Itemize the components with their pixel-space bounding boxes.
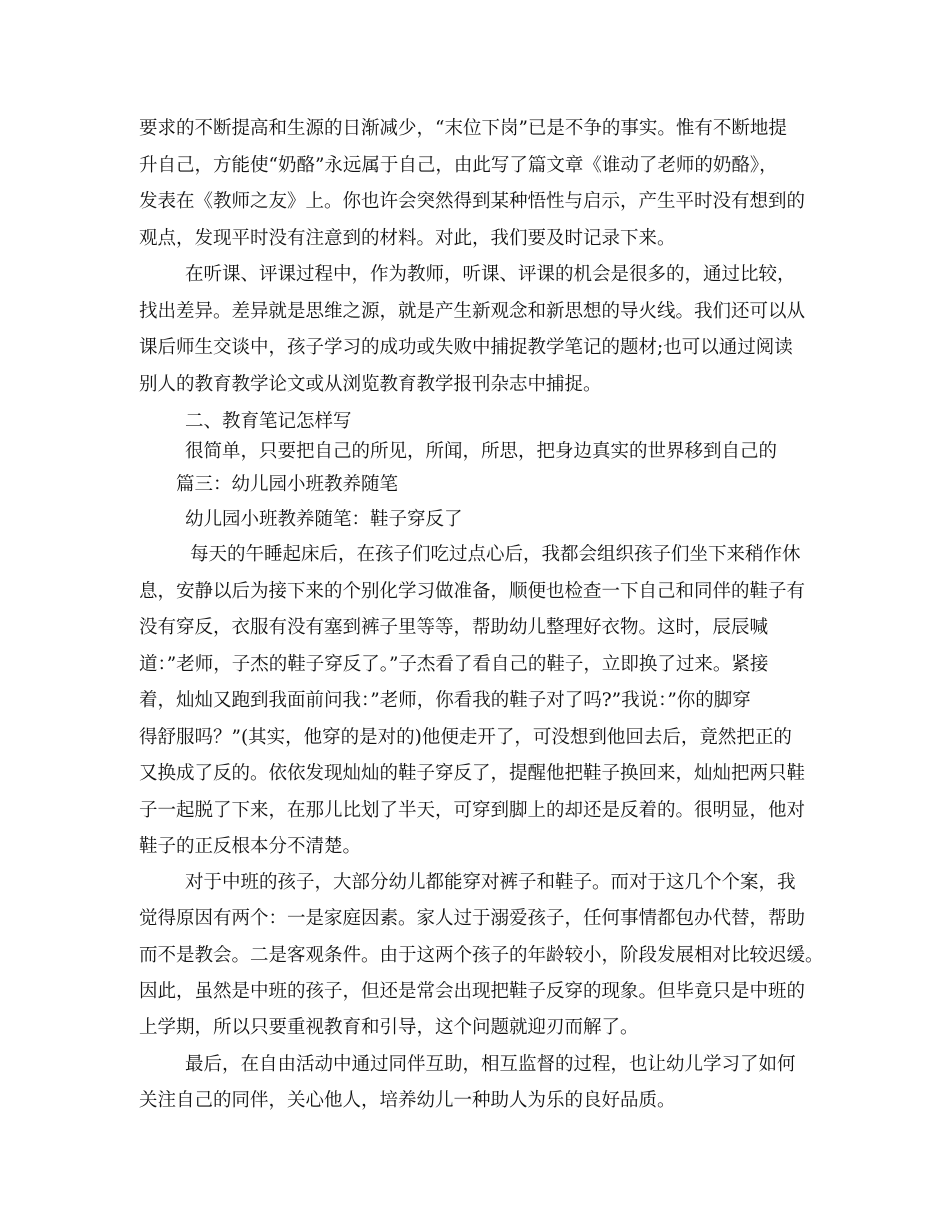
text-line: 着，灿灿又跑到我面前问我：”老师，你看我的鞋子对了吗?”我说：”你的脚穿 bbox=[139, 690, 751, 711]
text-line: 没有穿反，衣服有没有塞到裤子里等等，帮助幼儿整理好衣物。这时，辰辰喊 bbox=[139, 617, 769, 638]
text-line: 升自己，方能使“奶酪”永远属于自己，由此写了篇文章《谁动了老师的奶酪》， bbox=[139, 155, 778, 176]
text-line: 息，安静以后为接下来的个别化学习做准备，顺便也检查一下自己和同伴的鞋子有 bbox=[139, 581, 806, 602]
text-line: 课后师生交谈中，孩子学习的成功或失败中捕捉教学笔记的题材;也可以通过阅读 bbox=[139, 337, 793, 358]
section-heading: 篇三：幼儿园小班教养随笔 bbox=[176, 474, 399, 495]
text-line: 子一起脱了下来，在那儿比划了半天，可穿到脚上的却还是反着的。很明显，他对 bbox=[139, 800, 806, 821]
text-line: 找出差异。差异就是思维之源，就是产生新观念和新思想的导火线。我们还可以从 bbox=[139, 301, 806, 322]
text-line: 发表在《教师之友》上。你也许会突然得到某种悟性与启示，产生平时没有想到的 bbox=[139, 191, 806, 212]
text-line: 别人的教育教学论文或从浏览教育教学报刊杂志中捕捉。 bbox=[139, 374, 602, 395]
text-line: 因此，虽然是中班的孩子，但还是常会出现把鞋子反穿的现象。但毕竟只是中班的 bbox=[139, 981, 806, 1002]
text-line: 鞋子的正反根本分不清楚。 bbox=[139, 836, 362, 857]
text-line: 每天的午睡起床后，在孩子们吃过点心后，我都会组织孩子们坐下来稍作休 bbox=[190, 544, 801, 565]
text-line: 道：”老师，子杰的鞋子穿反了。”子杰看了看自己的鞋子，立即换了过来。紧接 bbox=[139, 654, 769, 675]
subheading: 幼儿园小班教养随笔：鞋子穿反了 bbox=[185, 509, 463, 530]
text-line: 关注自己的同伴，关心他人，培养幼儿一种助人为乐的良好品质。 bbox=[139, 1090, 676, 1111]
text-line: 得舒服吗？”(其实，他穿的是对的)他便走开了，可没想到他回去后，竟然把正的 bbox=[139, 727, 792, 748]
text-line: 对于中班的孩子，大部分幼儿都能穿对裤子和鞋子。而对于这几个个案，我 bbox=[185, 872, 796, 893]
text-line: 要求的不断提高和生源的日渐减少，“末位下岗”已是不争的事实。惟有不断地提 bbox=[139, 118, 787, 139]
text-line: 在听课、评课过程中，作为教师，听课、评课的机会是很多的，通过比较， bbox=[185, 264, 796, 285]
text-line: 最后，在自由活动中通过同伴互助，相互监督的过程，也让幼儿学习了如何 bbox=[185, 1054, 796, 1075]
text-line: 又换成了反的。依依发现灿灿的鞋子穿反了，提醒他把鞋子换回来，灿灿把两只鞋 bbox=[139, 763, 806, 784]
section-heading: 二、教育笔记怎样写 bbox=[185, 411, 352, 432]
text-line: 而不是教会。二是客观条件。由于这两个孩子的年龄较小，阶段发展相对比较迟缓。 bbox=[139, 945, 824, 966]
text-line: 觉得原因有两个：一是家庭因素。家人过于溺爱孩子，任何事情都包办代替，帮助 bbox=[139, 908, 806, 929]
text-line: 很简单，只要把自己的所见，所闻，所思，把身边真实的世界移到自己的 bbox=[185, 441, 778, 462]
text-line: 上学期，所以只要重视教育和引导，这个问题就迎刃而解了。 bbox=[139, 1017, 639, 1038]
text-line: 观点，发现平时没有注意到的材料。对此，我们要及时记录下来。 bbox=[139, 228, 676, 249]
